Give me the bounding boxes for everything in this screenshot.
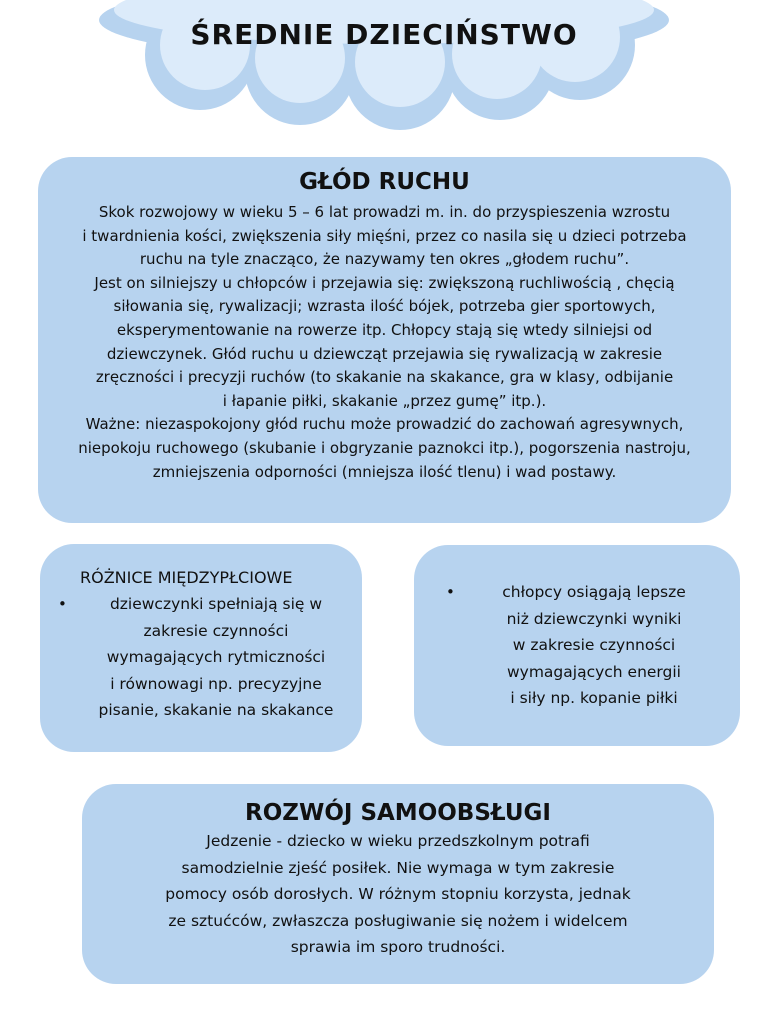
text-line: niepokoju ruchowego (skubanie i obgryzanie paznokci itp.), pogorszenia nastroju,: [78, 438, 691, 457]
text-line: Jest on silniejszy u chłopców i przejawia się: zwiększoną ruchliwością , chęcią: [94, 273, 675, 292]
text-line: wymagających rytmiczności: [106, 648, 326, 666]
section-title-samoobsluga: ROZWÓJ SAMOOBSŁUGI: [245, 800, 551, 826]
text-line: chłopcy osiągają lepsze: [502, 583, 686, 601]
section-title-glod-ruchu: GŁÓD RUCHU: [299, 169, 470, 195]
card-rozwoj-samoobslugi: [82, 784, 714, 984]
text-line: siłowania się, rywalizacji; wzrasta ilość bójek, potrzeba gier sportowych,: [113, 297, 656, 316]
card-roznice-chlopcy: [414, 545, 740, 746]
text-line: Skok rozwojowy w wieku 5 – 6 lat prowadzi m. in. do przyspieszenia wzrostu: [98, 203, 671, 221]
text-line: niż dziewczynki wyniki: [506, 609, 682, 628]
text-line: i łapanie piłki, skakanie „przez gumę” itp.).: [222, 391, 547, 410]
text-line: zmniejszenia odporności (mniejsza ilość tlenu) i wad postawy.: [152, 462, 617, 481]
bullet-icon: •: [446, 583, 455, 601]
text-line: w zakresie czynności: [512, 636, 676, 654]
text-line: dziewczynki spełniają się w: [109, 595, 323, 613]
text-line: i twardnienia kości, zwiększenia siły mięśni, przez co nasila się u dzieci potrzeba: [82, 226, 687, 245]
text-line: samodzielnie zjeść posiłek. Nie wymaga w tym zakresie: [181, 858, 615, 877]
bullet-list: [446, 579, 720, 712]
page-title: ŚREDNIE DZIECIŃSTWO: [190, 18, 578, 51]
card-glod-ruchu: [38, 157, 731, 523]
text-line: i równowagi np. precyzyjne: [110, 674, 322, 693]
text-line: ze sztućców, zwłaszcza posługiwanie się nożem i widelcem: [168, 911, 628, 930]
text-line: ruchu na tyle znacząco, że nazywamy ten okres „głodem ruchu”.: [139, 250, 630, 269]
text-line: wymagających energii: [506, 662, 681, 681]
card-roznice-dziewczynki: [40, 544, 362, 752]
bullet-icon: •: [58, 595, 67, 613]
section-title-roznice: RÓŻNICE MIĘDZYPŁCIOWE: [80, 568, 293, 587]
text-line: Jedzenie - dziecko w wieku przedszkolnym potrafi: [206, 832, 590, 850]
text-line: dziewczynek. Głód ruchu u dziewcząt przejawia się rywalizacją w zakresie: [106, 344, 663, 363]
text-line: Ważne: niezaspokojony głód ruchu może prowadzić do zachowań agresywnych,: [85, 415, 684, 434]
text-line: pomocy osób dorosłych. W różnym stopniu korzysta, jednak: [165, 885, 631, 903]
text-line: i siły np. kopanie piłki: [510, 689, 678, 707]
list-item: [58, 591, 352, 724]
text-line: zakresie czynności: [143, 621, 289, 640]
list-item: [446, 579, 720, 712]
text-line: pisanie, skakanie na skakance: [98, 701, 334, 719]
text-line: sprawia im sporo trudności.: [290, 938, 506, 956]
bullet-list: [58, 591, 352, 724]
text-line: eksperymentowanie na rowerze itp. Chłopcy stają się wtedy silniejsi od: [116, 320, 653, 339]
text-line: zręczności i precyzji ruchów (to skakanie na skakance, gra w klasy, odbijanie: [95, 368, 674, 387]
